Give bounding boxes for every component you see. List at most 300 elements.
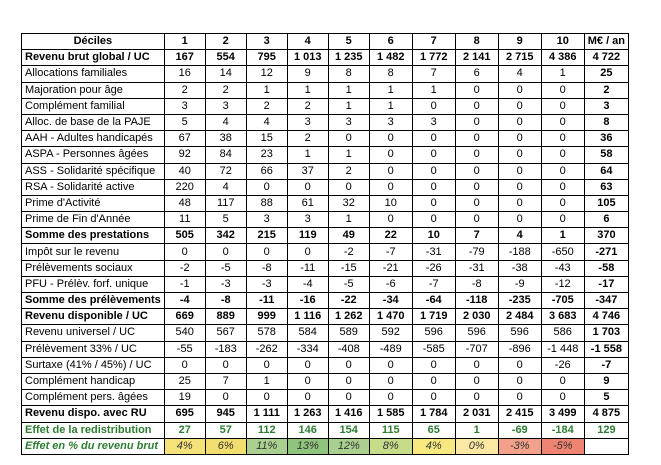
cell-decile-1: 25 xyxy=(164,373,205,389)
cell-decile-6: 0 xyxy=(369,212,412,228)
table-row xyxy=(22,260,629,276)
row-label: Prime d'Activité xyxy=(22,195,165,211)
cell-decile-6: 592 xyxy=(369,325,412,341)
cell-decile-9: -188 xyxy=(498,244,541,260)
row-label: Alloc. de base de la PAJE xyxy=(22,114,165,130)
cell-decile-3: 23 xyxy=(246,147,287,163)
cell-decile-10: 0 xyxy=(541,179,584,195)
cell-decile-6: 1 585 xyxy=(369,406,412,422)
row-label: Revenu dispo. avec RU xyxy=(22,406,165,422)
cell-decile-9: 0 xyxy=(498,114,541,130)
pct-cell-total-empty xyxy=(584,438,628,454)
table-row xyxy=(22,179,629,195)
cell-total: 64 xyxy=(584,163,628,179)
cell-decile-8: 0 xyxy=(455,147,498,163)
cell-decile-6: -34 xyxy=(369,293,412,309)
cell-decile-4: -11 xyxy=(287,260,328,276)
cell-decile-5: -2 xyxy=(328,244,369,260)
cell-total: 129 xyxy=(584,422,628,438)
cell-decile-5: 1 416 xyxy=(328,406,369,422)
cell-decile-2: 57 xyxy=(205,422,246,438)
cell-total: 63 xyxy=(584,179,628,195)
cell-total: -7 xyxy=(584,357,628,373)
row-label: RSA - Solidarité active xyxy=(22,179,165,195)
cell-decile-6: 115 xyxy=(369,422,412,438)
cell-decile-8: 0 xyxy=(455,373,498,389)
cell-decile-8: 0 xyxy=(455,163,498,179)
row-label: Complément handicap xyxy=(22,373,165,389)
cell-decile-3: -8 xyxy=(246,260,287,276)
cell-decile-2: 38 xyxy=(205,131,246,147)
cell-decile-8: 6 xyxy=(455,66,498,82)
cell-decile-6: 1 xyxy=(369,98,412,114)
cell-decile-8: 0 xyxy=(455,212,498,228)
cell-decile-9: -38 xyxy=(498,260,541,276)
cell-decile-10: 0 xyxy=(541,98,584,114)
cell-decile-4: 37 xyxy=(287,163,328,179)
cell-decile-4: -334 xyxy=(287,341,328,357)
cell-decile-5: 1 xyxy=(328,98,369,114)
table-row xyxy=(22,276,629,292)
cell-total: -347 xyxy=(584,293,628,309)
cell-decile-5: 8 xyxy=(328,66,369,82)
cell-decile-10: -43 xyxy=(541,260,584,276)
cell-decile-8: 7 xyxy=(455,228,498,244)
cell-decile-7: -26 xyxy=(412,260,455,276)
cell-decile-4: 61 xyxy=(287,195,328,211)
row-label: Majoration pour âge xyxy=(22,82,165,98)
header-decile-3: 3 xyxy=(246,34,287,50)
cell-decile-1: 16 xyxy=(164,66,205,82)
row-label: PFU - Prélèv. forf. unique xyxy=(22,276,165,292)
cell-decile-9: -69 xyxy=(498,422,541,438)
cell-decile-8: 0 xyxy=(455,131,498,147)
deciles-table xyxy=(21,33,629,455)
cell-decile-9: 2 484 xyxy=(498,309,541,325)
cell-decile-2: 889 xyxy=(205,309,246,325)
cell-decile-10: 0 xyxy=(541,163,584,179)
cell-decile-3: 0 xyxy=(246,390,287,406)
cell-decile-4: 0 xyxy=(287,357,328,373)
cell-decile-7: 0 xyxy=(412,212,455,228)
cell-decile-1: 220 xyxy=(164,179,205,195)
pct-cell-decile-2: 6% xyxy=(205,438,246,454)
row-label: Complément familial xyxy=(22,98,165,114)
pct-cell-decile-5: 12% xyxy=(328,438,369,454)
cell-decile-3: 215 xyxy=(246,228,287,244)
cell-decile-4: 2 xyxy=(287,131,328,147)
table-row xyxy=(22,163,629,179)
cell-decile-8: -31 xyxy=(455,260,498,276)
row-label: Somme des prestations xyxy=(22,228,165,244)
table-row xyxy=(22,147,629,163)
cell-decile-7: -585 xyxy=(412,341,455,357)
cell-decile-6: 0 xyxy=(369,390,412,406)
cell-decile-4: 9 xyxy=(287,66,328,82)
cell-decile-7: 596 xyxy=(412,325,455,341)
row-label: Surtaxe (41% / 45%) / UC xyxy=(22,357,165,373)
cell-decile-10: 0 xyxy=(541,147,584,163)
cell-decile-4: 1 263 xyxy=(287,406,328,422)
cell-decile-7: 1 784 xyxy=(412,406,455,422)
cell-decile-6: 22 xyxy=(369,228,412,244)
cell-decile-4: 1 xyxy=(287,147,328,163)
cell-decile-9: 0 xyxy=(498,357,541,373)
cell-decile-2: 14 xyxy=(205,66,246,82)
cell-decile-5: 0 xyxy=(328,131,369,147)
cell-decile-3: 66 xyxy=(246,163,287,179)
header-decile-5: 5 xyxy=(328,34,369,50)
table-row xyxy=(22,195,629,211)
cell-decile-10: 3 499 xyxy=(541,406,584,422)
cell-decile-4: 0 xyxy=(287,179,328,195)
table-row xyxy=(22,212,629,228)
cell-decile-4: 584 xyxy=(287,325,328,341)
cell-decile-7: 0 xyxy=(412,179,455,195)
cell-decile-2: 567 xyxy=(205,325,246,341)
cell-decile-10: 4 386 xyxy=(541,50,584,66)
row-label: Somme des prélèvements xyxy=(22,293,165,309)
table-row xyxy=(22,357,629,373)
cell-decile-8: -8 xyxy=(455,276,498,292)
header-decile-6: 6 xyxy=(369,34,412,50)
cell-decile-6: 1 470 xyxy=(369,309,412,325)
cell-total: -1 558 xyxy=(584,341,628,357)
cell-decile-6: 3 xyxy=(369,114,412,130)
pct-cell-decile-6: 8% xyxy=(369,438,412,454)
cell-decile-9: 596 xyxy=(498,325,541,341)
table-row xyxy=(22,422,629,438)
cell-decile-10: -12 xyxy=(541,276,584,292)
row-label: Revenu disponible / UC xyxy=(22,309,165,325)
cell-decile-7: 0 xyxy=(412,163,455,179)
cell-decile-8: 1 xyxy=(455,422,498,438)
cell-total: -58 xyxy=(584,260,628,276)
cell-decile-10: 0 xyxy=(541,390,584,406)
cell-decile-9: -235 xyxy=(498,293,541,309)
header-decile-8: 8 xyxy=(455,34,498,50)
cell-decile-8: 0 xyxy=(455,82,498,98)
cell-decile-10: 586 xyxy=(541,325,584,341)
pct-cell-decile-9: -3% xyxy=(498,438,541,454)
cell-decile-5: 1 235 xyxy=(328,50,369,66)
cell-decile-7: 0 xyxy=(412,373,455,389)
row-label: Prélèvements sociaux xyxy=(22,260,165,276)
cell-decile-3: -11 xyxy=(246,293,287,309)
cell-total: 9 xyxy=(584,373,628,389)
header-decile-1: 1 xyxy=(164,34,205,50)
cell-decile-3: 4 xyxy=(246,114,287,130)
cell-decile-8: -79 xyxy=(455,244,498,260)
cell-decile-6: -7 xyxy=(369,244,412,260)
cell-decile-10: -184 xyxy=(541,422,584,438)
cell-decile-1: -55 xyxy=(164,341,205,357)
cell-decile-7: 1 719 xyxy=(412,309,455,325)
cell-decile-6: 0 xyxy=(369,179,412,195)
cell-decile-3: 3 xyxy=(246,212,287,228)
cell-decile-6: 0 xyxy=(369,373,412,389)
cell-decile-3: 795 xyxy=(246,50,287,66)
cell-decile-9: 0 xyxy=(498,147,541,163)
cell-decile-8: 2 141 xyxy=(455,50,498,66)
cell-total: 58 xyxy=(584,147,628,163)
cell-decile-5: 154 xyxy=(328,422,369,438)
table-row xyxy=(22,325,629,341)
cell-decile-4: 1 xyxy=(287,82,328,98)
cell-decile-7: 0 xyxy=(412,147,455,163)
cell-decile-2: -3 xyxy=(205,276,246,292)
cell-decile-7: 10 xyxy=(412,228,455,244)
cell-decile-1: 167 xyxy=(164,50,205,66)
cell-decile-8: 2 031 xyxy=(455,406,498,422)
cell-decile-7: 0 xyxy=(412,98,455,114)
cell-decile-5: -5 xyxy=(328,276,369,292)
cell-decile-3: -262 xyxy=(246,341,287,357)
cell-decile-1: 92 xyxy=(164,147,205,163)
table-row xyxy=(22,406,629,422)
cell-decile-3: 578 xyxy=(246,325,287,341)
cell-decile-3: 1 xyxy=(246,82,287,98)
cell-decile-7: 1 xyxy=(412,82,455,98)
cell-decile-2: 945 xyxy=(205,406,246,422)
cell-decile-7: 1 772 xyxy=(412,50,455,66)
table-row xyxy=(22,341,629,357)
cell-total: -17 xyxy=(584,276,628,292)
cell-decile-10: 0 xyxy=(541,131,584,147)
cell-decile-9: 0 xyxy=(498,98,541,114)
cell-decile-5: 32 xyxy=(328,195,369,211)
cell-decile-3: 0 xyxy=(246,357,287,373)
cell-decile-9: 0 xyxy=(498,131,541,147)
cell-decile-1: 5 xyxy=(164,114,205,130)
cell-total: 8 xyxy=(584,114,628,130)
cell-decile-9: 0 xyxy=(498,373,541,389)
cell-decile-7: 65 xyxy=(412,422,455,438)
row-label: Effet de la redistribution xyxy=(22,422,165,438)
table-row xyxy=(22,390,629,406)
cell-total: 6 xyxy=(584,212,628,228)
cell-decile-6: 0 xyxy=(369,163,412,179)
cell-total: 4 722 xyxy=(584,50,628,66)
pct-cell-decile-8: 0% xyxy=(455,438,498,454)
cell-decile-2: 342 xyxy=(205,228,246,244)
cell-decile-1: -2 xyxy=(164,260,205,276)
cell-decile-3: 2 xyxy=(246,98,287,114)
cell-decile-2: 0 xyxy=(205,357,246,373)
cell-decile-2: 4 xyxy=(205,114,246,130)
cell-decile-8: 0 xyxy=(455,114,498,130)
cell-decile-3: 0 xyxy=(246,179,287,195)
table-row xyxy=(22,131,629,147)
cell-decile-4: 146 xyxy=(287,422,328,438)
cell-decile-4: 1 013 xyxy=(287,50,328,66)
cell-total: 2 xyxy=(584,82,628,98)
cell-decile-10: 1 xyxy=(541,66,584,82)
cell-decile-1: 3 xyxy=(164,98,205,114)
cell-decile-10: -650 xyxy=(541,244,584,260)
cell-decile-3: 1 111 xyxy=(246,406,287,422)
row-label: Impôt sur le revenu xyxy=(22,244,165,260)
cell-decile-4: 3 xyxy=(287,114,328,130)
row-label: AAH - Adultes handicapés xyxy=(22,131,165,147)
cell-total: 3 xyxy=(584,98,628,114)
row-label: ASS - Solidarité spécifique xyxy=(22,163,165,179)
cell-decile-8: 0 xyxy=(455,195,498,211)
cell-decile-9: -9 xyxy=(498,276,541,292)
cell-decile-9: -896 xyxy=(498,341,541,357)
cell-decile-1: 0 xyxy=(164,244,205,260)
row-label: Effet en % du revenu brut xyxy=(22,438,165,454)
cell-decile-10: -1 448 xyxy=(541,341,584,357)
cell-decile-10: -26 xyxy=(541,357,584,373)
header-decile-10: 10 xyxy=(541,34,584,50)
cell-decile-10: -705 xyxy=(541,293,584,309)
cell-decile-5: -15 xyxy=(328,260,369,276)
cell-decile-8: -118 xyxy=(455,293,498,309)
cell-decile-1: 540 xyxy=(164,325,205,341)
cell-decile-2: 7 xyxy=(205,373,246,389)
cell-decile-6: 0 xyxy=(369,357,412,373)
cell-total: 4 746 xyxy=(584,309,628,325)
cell-decile-1: 19 xyxy=(164,390,205,406)
cell-decile-7: -7 xyxy=(412,276,455,292)
cell-total: 1 703 xyxy=(584,325,628,341)
cell-decile-5: 0 xyxy=(328,390,369,406)
cell-decile-1: 2 xyxy=(164,82,205,98)
cell-decile-10: 1 xyxy=(541,228,584,244)
row-label: Prime de Fin d'Année xyxy=(22,212,165,228)
table-row xyxy=(22,293,629,309)
cell-decile-10: 3 683 xyxy=(541,309,584,325)
cell-decile-5: 0 xyxy=(328,179,369,195)
cell-decile-10: 0 xyxy=(541,373,584,389)
cell-decile-10: 0 xyxy=(541,114,584,130)
table-row xyxy=(22,50,629,66)
cell-decile-5: 2 xyxy=(328,163,369,179)
pct-cell-decile-10: -5% xyxy=(541,438,584,454)
row-label: Allocations familiales xyxy=(22,66,165,82)
cell-decile-2: 3 xyxy=(205,98,246,114)
cell-decile-8: -707 xyxy=(455,341,498,357)
cell-decile-2: -8 xyxy=(205,293,246,309)
table-row xyxy=(22,373,629,389)
cell-decile-6: -6 xyxy=(369,276,412,292)
cell-decile-10: 0 xyxy=(541,195,584,211)
cell-decile-8: 596 xyxy=(455,325,498,341)
cell-total: 4 875 xyxy=(584,406,628,422)
cell-decile-9: 0 xyxy=(498,390,541,406)
cell-decile-5: 0 xyxy=(328,373,369,389)
cell-decile-6: 10 xyxy=(369,195,412,211)
cell-decile-1: 669 xyxy=(164,309,205,325)
cell-decile-9: 2 415 xyxy=(498,406,541,422)
cell-decile-9: 0 xyxy=(498,163,541,179)
cell-decile-4: 119 xyxy=(287,228,328,244)
cell-decile-1: 505 xyxy=(164,228,205,244)
table-row xyxy=(22,228,629,244)
row-label: Complément pers. âgées xyxy=(22,390,165,406)
header-decile-7: 7 xyxy=(412,34,455,50)
cell-decile-2: 84 xyxy=(205,147,246,163)
cell-decile-2: 4 xyxy=(205,179,246,195)
cell-decile-1: 0 xyxy=(164,357,205,373)
header-decile-2: 2 xyxy=(205,34,246,50)
cell-decile-4: -4 xyxy=(287,276,328,292)
cell-decile-5: 1 xyxy=(328,147,369,163)
cell-decile-7: 0 xyxy=(412,195,455,211)
cell-decile-3: 999 xyxy=(246,309,287,325)
cell-decile-4: 0 xyxy=(287,244,328,260)
table-row xyxy=(22,244,629,260)
cell-decile-6: -21 xyxy=(369,260,412,276)
cell-decile-3: -3 xyxy=(246,276,287,292)
cell-decile-2: 2 xyxy=(205,82,246,98)
cell-decile-4: 0 xyxy=(287,373,328,389)
cell-decile-1: -4 xyxy=(164,293,205,309)
cell-decile-9: 0 xyxy=(498,195,541,211)
row-label: ASPA - Personnes âgées xyxy=(22,147,165,163)
cell-decile-9: 0 xyxy=(498,82,541,98)
cell-decile-9: 4 xyxy=(498,66,541,82)
row-label: Revenu brut global / UC xyxy=(22,50,165,66)
pct-cell-decile-7: 4% xyxy=(412,438,455,454)
cell-decile-3: 112 xyxy=(246,422,287,438)
cell-total: 25 xyxy=(584,66,628,82)
cell-decile-7: -31 xyxy=(412,244,455,260)
cell-decile-3: 12 xyxy=(246,66,287,82)
table-row xyxy=(22,98,629,114)
cell-decile-4: 2 xyxy=(287,98,328,114)
cell-decile-5: 49 xyxy=(328,228,369,244)
table-row xyxy=(22,114,629,130)
cell-total: -271 xyxy=(584,244,628,260)
cell-decile-5: 1 xyxy=(328,212,369,228)
cell-decile-9: 2 715 xyxy=(498,50,541,66)
header-total: M€ / an xyxy=(584,34,628,50)
cell-decile-9: 0 xyxy=(498,212,541,228)
cell-decile-2: 0 xyxy=(205,390,246,406)
cell-decile-1: 27 xyxy=(164,422,205,438)
cell-decile-4: -16 xyxy=(287,293,328,309)
cell-decile-5: 589 xyxy=(328,325,369,341)
table-header-row xyxy=(22,34,629,50)
cell-decile-7: 7 xyxy=(412,66,455,82)
cell-decile-2: -183 xyxy=(205,341,246,357)
cell-decile-6: 1 482 xyxy=(369,50,412,66)
cell-decile-7: 0 xyxy=(412,131,455,147)
cell-decile-8: 2 030 xyxy=(455,309,498,325)
cell-decile-4: 3 xyxy=(287,212,328,228)
cell-decile-1: -1 xyxy=(164,276,205,292)
cell-decile-5: -22 xyxy=(328,293,369,309)
cell-decile-9: 0 xyxy=(498,179,541,195)
cell-decile-3: 88 xyxy=(246,195,287,211)
pct-cell-decile-4: 13% xyxy=(287,438,328,454)
cell-total: 105 xyxy=(584,195,628,211)
pct-row xyxy=(22,438,629,454)
cell-decile-8: 0 xyxy=(455,98,498,114)
cell-decile-7: 0 xyxy=(412,357,455,373)
row-label: Revenu universel / UC xyxy=(22,325,165,341)
pct-cell-decile-1: 4% xyxy=(164,438,205,454)
cell-decile-2: -5 xyxy=(205,260,246,276)
table-row xyxy=(22,309,629,325)
cell-decile-1: 695 xyxy=(164,406,205,422)
header-deciles: Déciles xyxy=(22,34,165,50)
cell-decile-5: 3 xyxy=(328,114,369,130)
cell-decile-8: 0 xyxy=(455,357,498,373)
cell-decile-2: 0 xyxy=(205,244,246,260)
